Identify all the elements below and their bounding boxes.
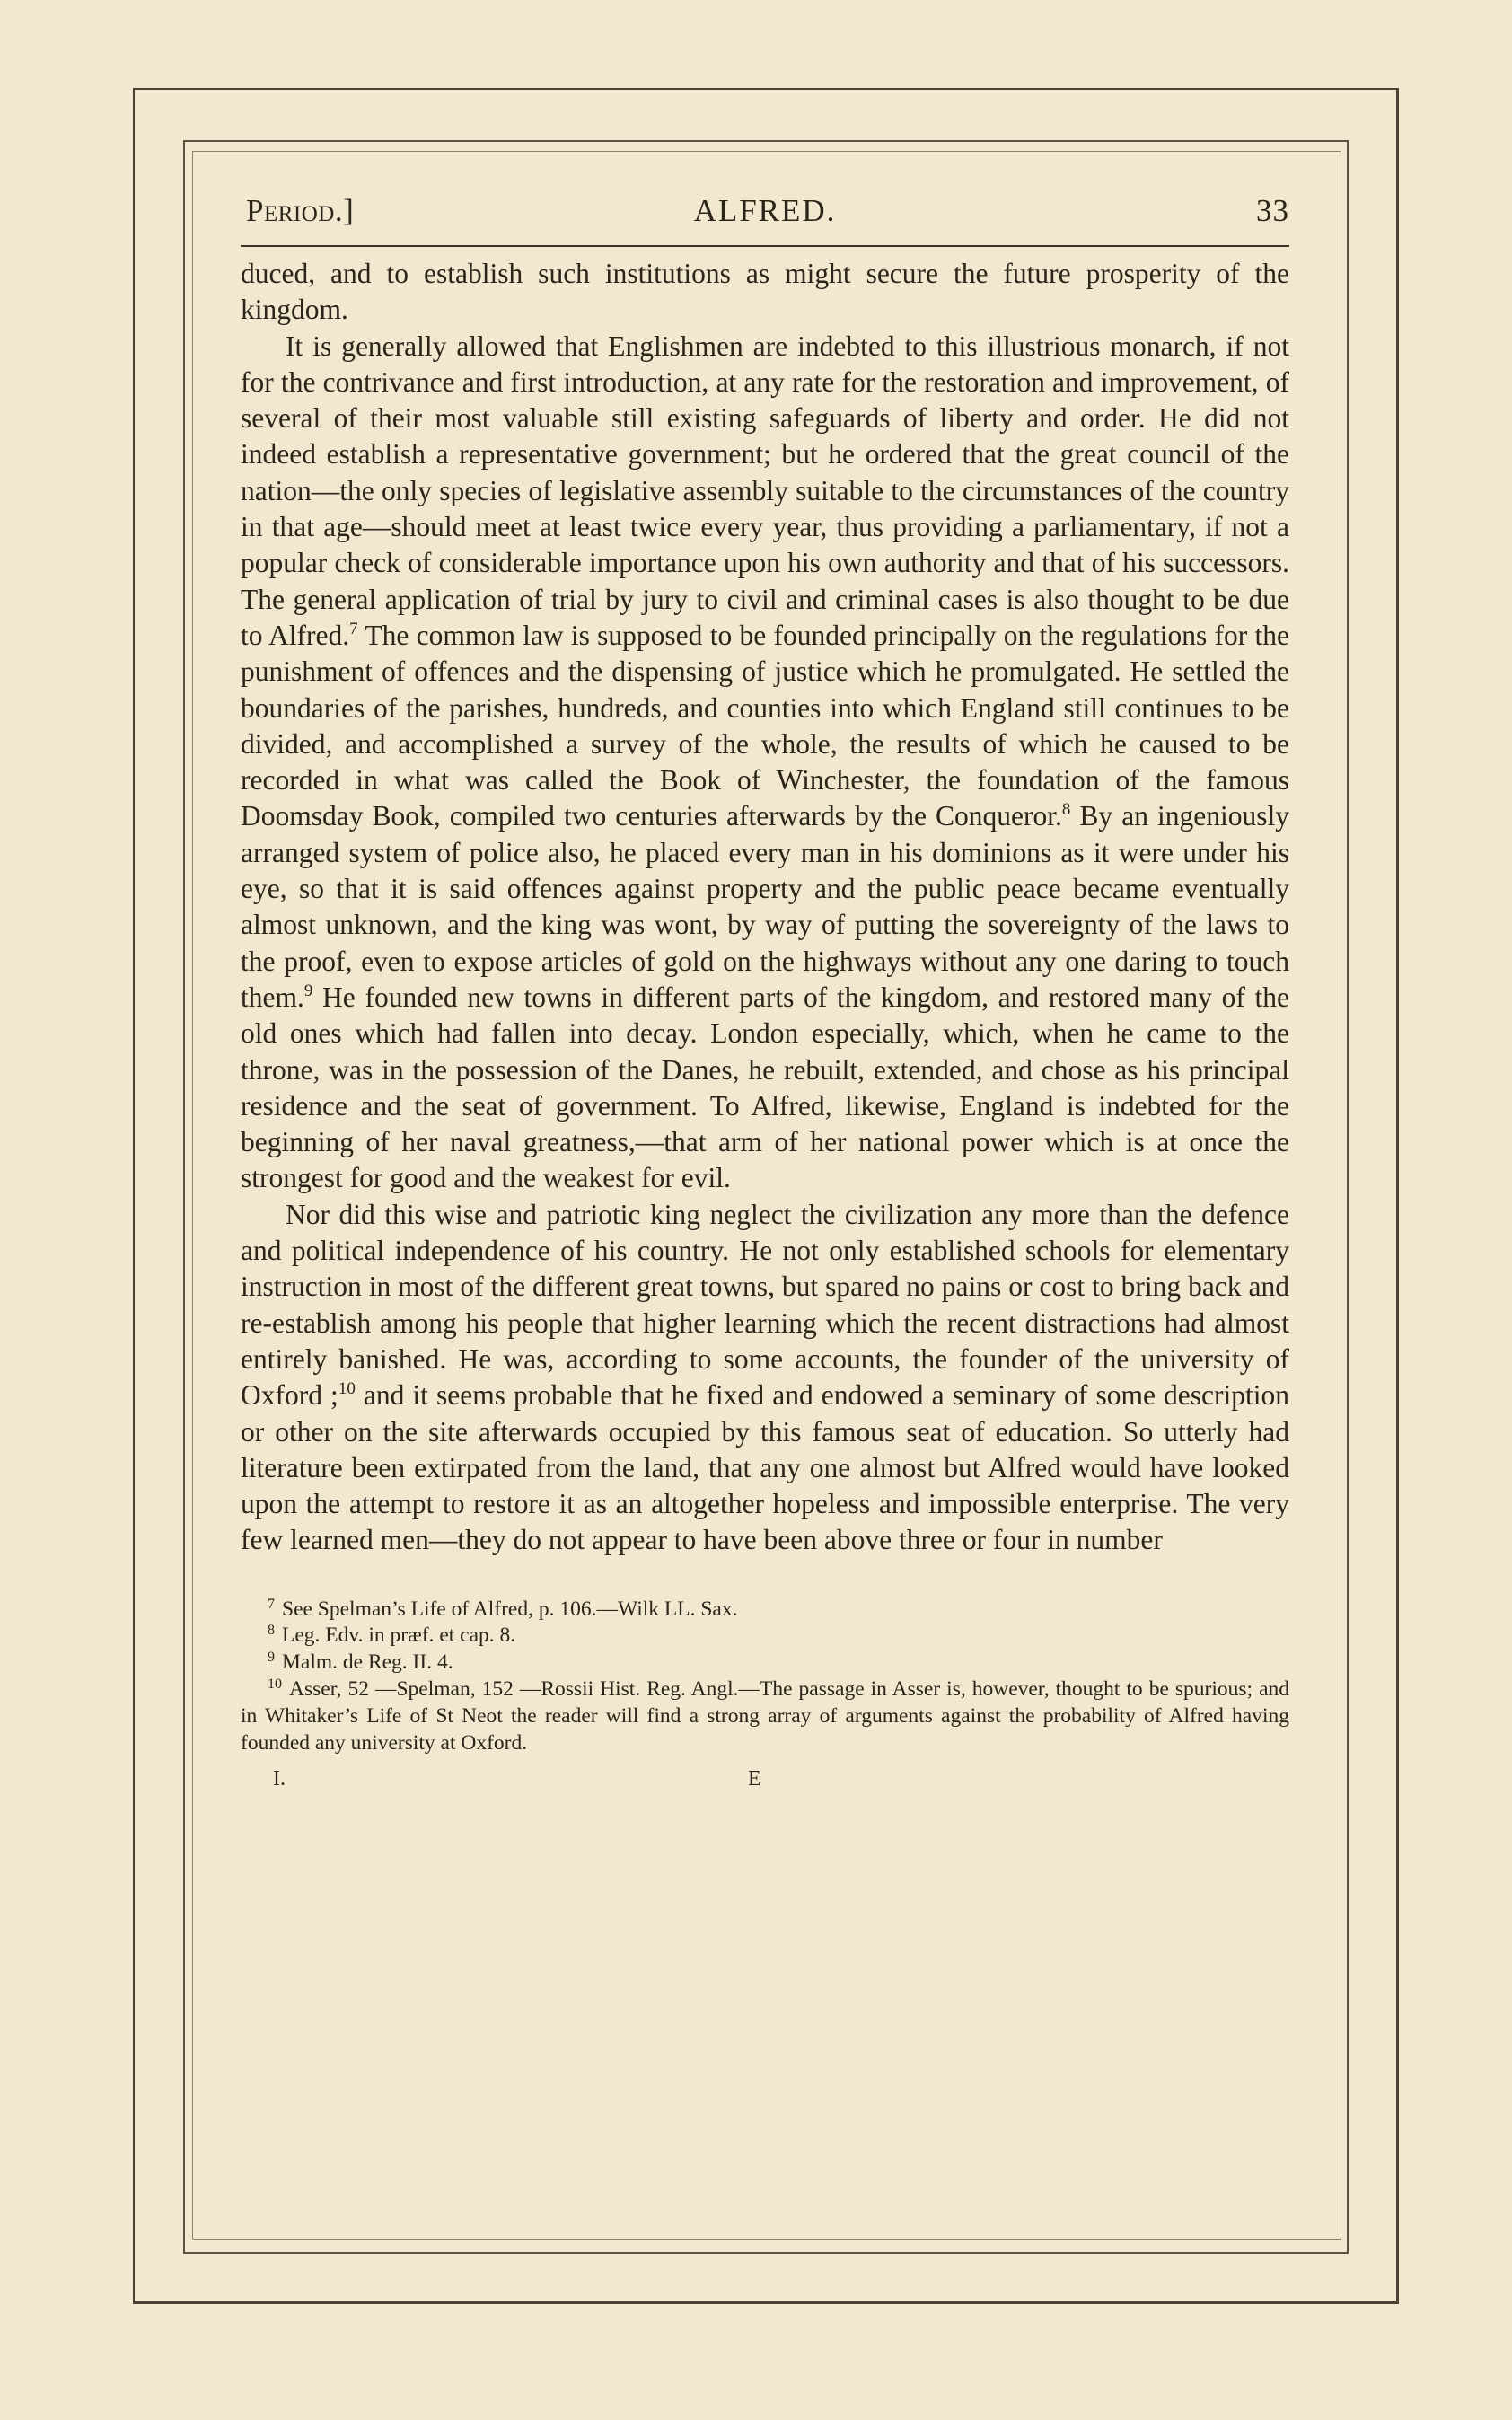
paragraph-text: It is generally allowed that Englishmen are indebted to this illustrious monarch, if not for the contrivance and first introduction, at any rate for the restoration and improvement, of several of their most valuable still existing safeguards of liberty and order. He did not indeed establish a representative government; but he ordered that the great council of the nation—the only species of legislative assembly suitable to the circumstances of the country in that age—should meet at least twice every year, thus providing a parliamentary, if not a popular check of considerable importance upon his own authority and that of his successors. The general application of trial by jury to civil and criminal cases is also thought to be due to Alfred. [241,330,1289,651]
footnote [241,1623,1289,1650]
running-head-title: ALFRED. [693,193,837,228]
signature-volume: I. [273,1767,286,1791]
footnote-reference: 10 [338,1379,356,1399]
footnote-reference: 8 [1061,800,1071,820]
footnote-mark: 8 [268,1623,275,1639]
signature-line [241,1764,1289,1800]
paragraph-text: and it seems probable that he fixed and endowed a seminary of some description or other on the site afterwards occupied by this famous seat of education. So utterly had literature been extirpated from the land, that any one almost but Alfred would have looked upon the attempt to restore it as an altogether hopeless and impossible enterprise. The very few learned men—they do not appear to have been above three or four in number [241,1379,1289,1556]
paragraph-text: The common law is supposed to be founded principally on the regulations for the punishment of offences and the dispensing of justice which he promulgated. He settled the boundaries of the parishes, hundreds, and counties into which England still continues to be divided, and accomplished a survey of the whole, the results of which he caused to be recorded in what was called the Book of Winchester, the foundation of the famous Doomsday Book, compiled two centuries afterwards by the Conqueror. [241,619,1290,832]
paragraph [241,256,1289,329]
running-head [241,184,1289,238]
footnote [241,1650,1289,1676]
footnotes [241,1597,1289,1757]
page-number: 33 [1256,193,1289,228]
footnote-reference: 7 [349,619,358,638]
paragraph [241,329,1289,1197]
page-content [241,184,1289,1800]
running-head-section: Period.] [246,193,355,228]
footnote-text: See Spelman’s Life of Alfred, p. 106.—Wilk LL. Sax. [282,1597,738,1621]
paragraph-text: duced, and to establish such institutions as might secure the future prosperity of the kingdom. [241,258,1289,326]
footnote [241,1597,1289,1624]
footnote-mark: 9 [268,1650,275,1666]
paragraph [241,1197,1289,1559]
footnote-text: Leg. Edv. in præf. et cap. 8. [282,1624,516,1648]
footnote-mark: 7 [268,1596,275,1612]
footnote-text: Asser, 52 —Spelman, 152 —Rossii Hist. Reg. Angl.—The passage in Asser is, however, thought to be spurious; and in Whitaker’s Life of St Neot the reader will find a strong array of arguments against the probability of Alfred having founded any university at Oxford. [241,1677,1289,1755]
footnote [241,1676,1289,1756]
paragraph-text: By an ingeniously arranged system of police also, he placed every man in his dominions as it were under his eye, so that it is said offences against property and the public peace became eventually almost unknown, and the king was wont, by way of putting the sovereignty of the laws to the proof, even to expose articles of gold on the highways without any one daring to touch them. [241,800,1289,1013]
footnote-text: Malm. de Reg. II. 4. [282,1650,453,1675]
header-rule [241,245,1289,247]
footnote-mark: 10 [268,1676,282,1693]
paragraph-text: He founded new towns in different parts of the kingdom, and restored many of the old ones which had fallen into decay. London especially, which, when he came to the throne, was in the possession of the Danes, he rebuilt, extended, and chose as his principal residence and the seat of government. To Alfred, likewise, England is indebted for the beginning of her naval greatness,—that arm of her national power which is at once the strongest for good and the weakest for evil. [241,981,1289,1194]
paragraph-text: Nor did this wise and patriotic king neglect the civilization any more than the defence and political independence of his country. He not only established schools for elementary instruction in most of the different great towns, but spared no pains or cost to bring back and re-establish among his people that higher learning which the recent distractions had almost entirely banished. He was, according to some accounts, the founder of the university of Oxford ; [241,1198,1289,1412]
body-text [241,256,1289,1559]
footnote-reference: 9 [303,981,313,1000]
signature-sheet: E [748,1767,761,1791]
